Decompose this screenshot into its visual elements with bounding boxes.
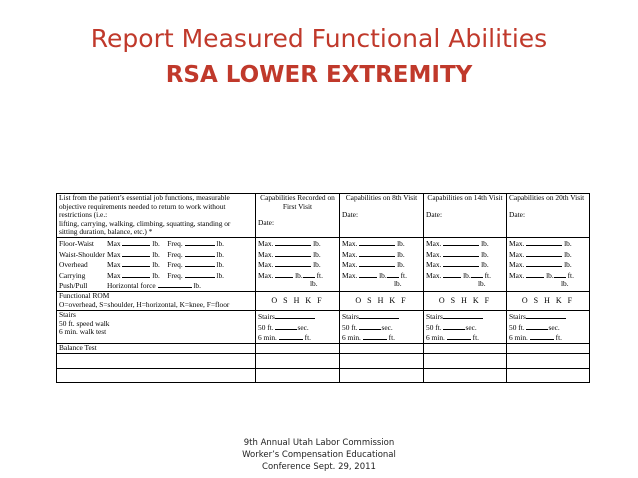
balance-test-label: Balance Test (57, 343, 256, 353)
stairs-blank[interactable] (275, 311, 315, 319)
freq-blank[interactable] (185, 238, 215, 246)
push-pull-line: Push/Pull Horizontal force lb. (59, 281, 201, 291)
footer-line: Worker’s Compensation Educational (242, 450, 396, 460)
functional-abilities-form (56, 193, 590, 383)
twentieth-visit-header (507, 194, 590, 238)
eighth-visit-header (340, 194, 424, 238)
fourteenth-visit-lifting: Max. lb. Max. lb. Max. lb. Max. lb. ft. lb. (424, 238, 507, 292)
feet-blank[interactable] (363, 332, 387, 340)
blank-cell[interactable] (57, 368, 256, 382)
blank-cell[interactable] (424, 353, 507, 368)
fourteenth-visit-header (424, 194, 507, 238)
eighth-visit-label: Capabilities on 8th Visit (345, 193, 418, 202)
first-visit-header (256, 194, 340, 238)
blank-cell[interactable] (424, 368, 507, 382)
seconds-blank[interactable] (443, 322, 465, 330)
balance-cell[interactable] (507, 343, 590, 353)
rom-row (57, 291, 590, 310)
lift-line: Carrying Max lb. Freq. lb. (59, 270, 225, 280)
rom-title: Functional ROM (59, 291, 110, 300)
capability-blank[interactable] (443, 259, 479, 267)
distance-blank[interactable] (303, 270, 315, 278)
stairs-label: Stairs (59, 310, 76, 319)
intro-line: sitting duration, balance, etc.) * (59, 227, 153, 237)
seconds-blank[interactable] (359, 322, 381, 330)
blank-cell[interactable] (340, 368, 424, 382)
blank-cell[interactable] (507, 353, 590, 368)
blank-cell[interactable] (507, 368, 590, 382)
stairs-blank[interactable] (526, 311, 566, 319)
intro-line: lifting, carrying, walking, climbing, squatting, standing or (59, 218, 231, 228)
blank-cell[interactable] (57, 353, 256, 368)
rom-letters[interactable]: O S H K F (507, 291, 590, 310)
twentieth-visit-lifting: Max. lb. Max. lb. Max. lb. Max. lb. ft. lb. (507, 238, 590, 292)
rom-key: O=overhead, S=shoulder, H=horizontal, K=knee, F=floor (59, 299, 230, 309)
walking-cell (57, 310, 256, 343)
seconds-blank[interactable] (275, 322, 297, 330)
first-visit-walking: Stairs 50 ft. sec. 6 min. ft. (256, 310, 340, 343)
capability-blank[interactable] (275, 270, 293, 278)
rom-cell (57, 291, 256, 310)
capability-blank[interactable] (275, 259, 311, 267)
lifting-row (57, 238, 590, 292)
balance-row (57, 343, 590, 353)
date-label: Date: (342, 209, 359, 219)
seconds-blank[interactable] (526, 322, 548, 330)
capability-blank[interactable] (526, 238, 562, 246)
distance-blank[interactable] (554, 270, 566, 278)
header-row (57, 194, 590, 238)
capability-blank[interactable] (443, 238, 479, 246)
lift-line: Floor-Waist Max lb. Freq. lb. (59, 239, 225, 248)
date-label: Date: (258, 218, 275, 228)
twentieth-visit-label: Capabilities on 20th Visit (509, 193, 585, 202)
capability-blank[interactable] (443, 270, 461, 278)
balance-cell[interactable] (424, 343, 507, 353)
capability-blank[interactable] (526, 259, 562, 267)
feet-blank[interactable] (447, 332, 471, 340)
intro-line: objective requirements needed to return to work without (59, 201, 226, 211)
walk-test-label: 6 min. walk test (59, 327, 107, 337)
walking-row (57, 310, 590, 343)
lift-line: Waist-Shoulder Max lb. Freq. lb. (59, 249, 225, 259)
stairs-blank[interactable] (359, 311, 399, 319)
footer-line: 9th Annual Utah Labor Commission (243, 438, 395, 448)
eighth-visit-lifting: Max. lb. Max. lb. Max. lb. Max. lb. ft. lb. (340, 238, 424, 292)
max-blank[interactable] (122, 238, 150, 246)
speed-walk-label: 50 ft. speed walk (59, 318, 110, 328)
intro-cell (57, 194, 256, 238)
first-visit-label: Capabilities Recorded on First Visit (260, 193, 335, 211)
freq-blank[interactable] (185, 259, 215, 267)
rom-letters[interactable]: O S H K F (256, 291, 340, 310)
footer-line: Conference Sept. 29, 2011 (262, 462, 376, 472)
stairs-blank[interactable] (443, 311, 483, 319)
rom-letters[interactable]: O S H K F (340, 291, 424, 310)
first-visit-lifting: Max. lb. Max. lb. Max. lb. Max. lb. ft. lb. (256, 238, 340, 292)
twentieth-visit-walking: Stairs 50 ft. sec. 6 min. ft. (507, 310, 590, 343)
distance-blank[interactable] (471, 270, 483, 278)
balance-cell[interactable] (340, 343, 424, 353)
lift-line: Overhead Max lb. Freq. lb. (59, 260, 225, 270)
feet-blank[interactable] (279, 332, 303, 340)
blank-row (57, 368, 590, 382)
capability-blank[interactable] (359, 270, 377, 278)
distance-blank[interactable] (387, 270, 399, 278)
page-subtitle: RSA LOWER EXTREMITY (165, 62, 473, 88)
capability-blank[interactable] (526, 270, 544, 278)
feet-blank[interactable] (530, 332, 554, 340)
fourteenth-visit-walking: Stairs 50 ft. sec. 6 min. ft. (424, 310, 507, 343)
max-blank[interactable] (122, 259, 150, 267)
eighth-visit-walking: Stairs 50 ft. sec. 6 min. ft. (340, 310, 424, 343)
capability-blank[interactable] (443, 249, 479, 257)
capability-blank[interactable] (275, 238, 311, 246)
capability-blank[interactable] (275, 249, 311, 257)
date-label: Date: (509, 209, 526, 219)
max-blank[interactable] (122, 249, 150, 257)
rom-letters[interactable]: O S H K F (424, 291, 507, 310)
intro-line: restrictions (i.e.: (59, 210, 108, 220)
intro-line: List from the patient’s essential job functions, measurable (59, 193, 230, 202)
capability-blank[interactable] (359, 259, 395, 267)
capability-blank[interactable] (359, 238, 395, 246)
force-blank[interactable] (158, 280, 192, 288)
date-label: Date: (426, 209, 443, 219)
capability-blank[interactable] (526, 249, 562, 257)
freq-blank[interactable] (185, 249, 215, 257)
page-title: Report Measured Functional Abilities (90, 24, 548, 53)
max-blank[interactable] (122, 270, 150, 278)
balance-cell[interactable] (256, 343, 340, 353)
blank-cell[interactable] (256, 353, 340, 368)
footer (0, 437, 638, 473)
blank-cell[interactable] (340, 353, 424, 368)
lifting-cell (57, 238, 256, 292)
fourteenth-visit-label: Capabilities on 14th Visit (427, 193, 503, 202)
freq-blank[interactable] (185, 270, 215, 278)
blank-row (57, 353, 590, 368)
blank-cell[interactable] (256, 368, 340, 382)
capability-blank[interactable] (359, 249, 395, 257)
